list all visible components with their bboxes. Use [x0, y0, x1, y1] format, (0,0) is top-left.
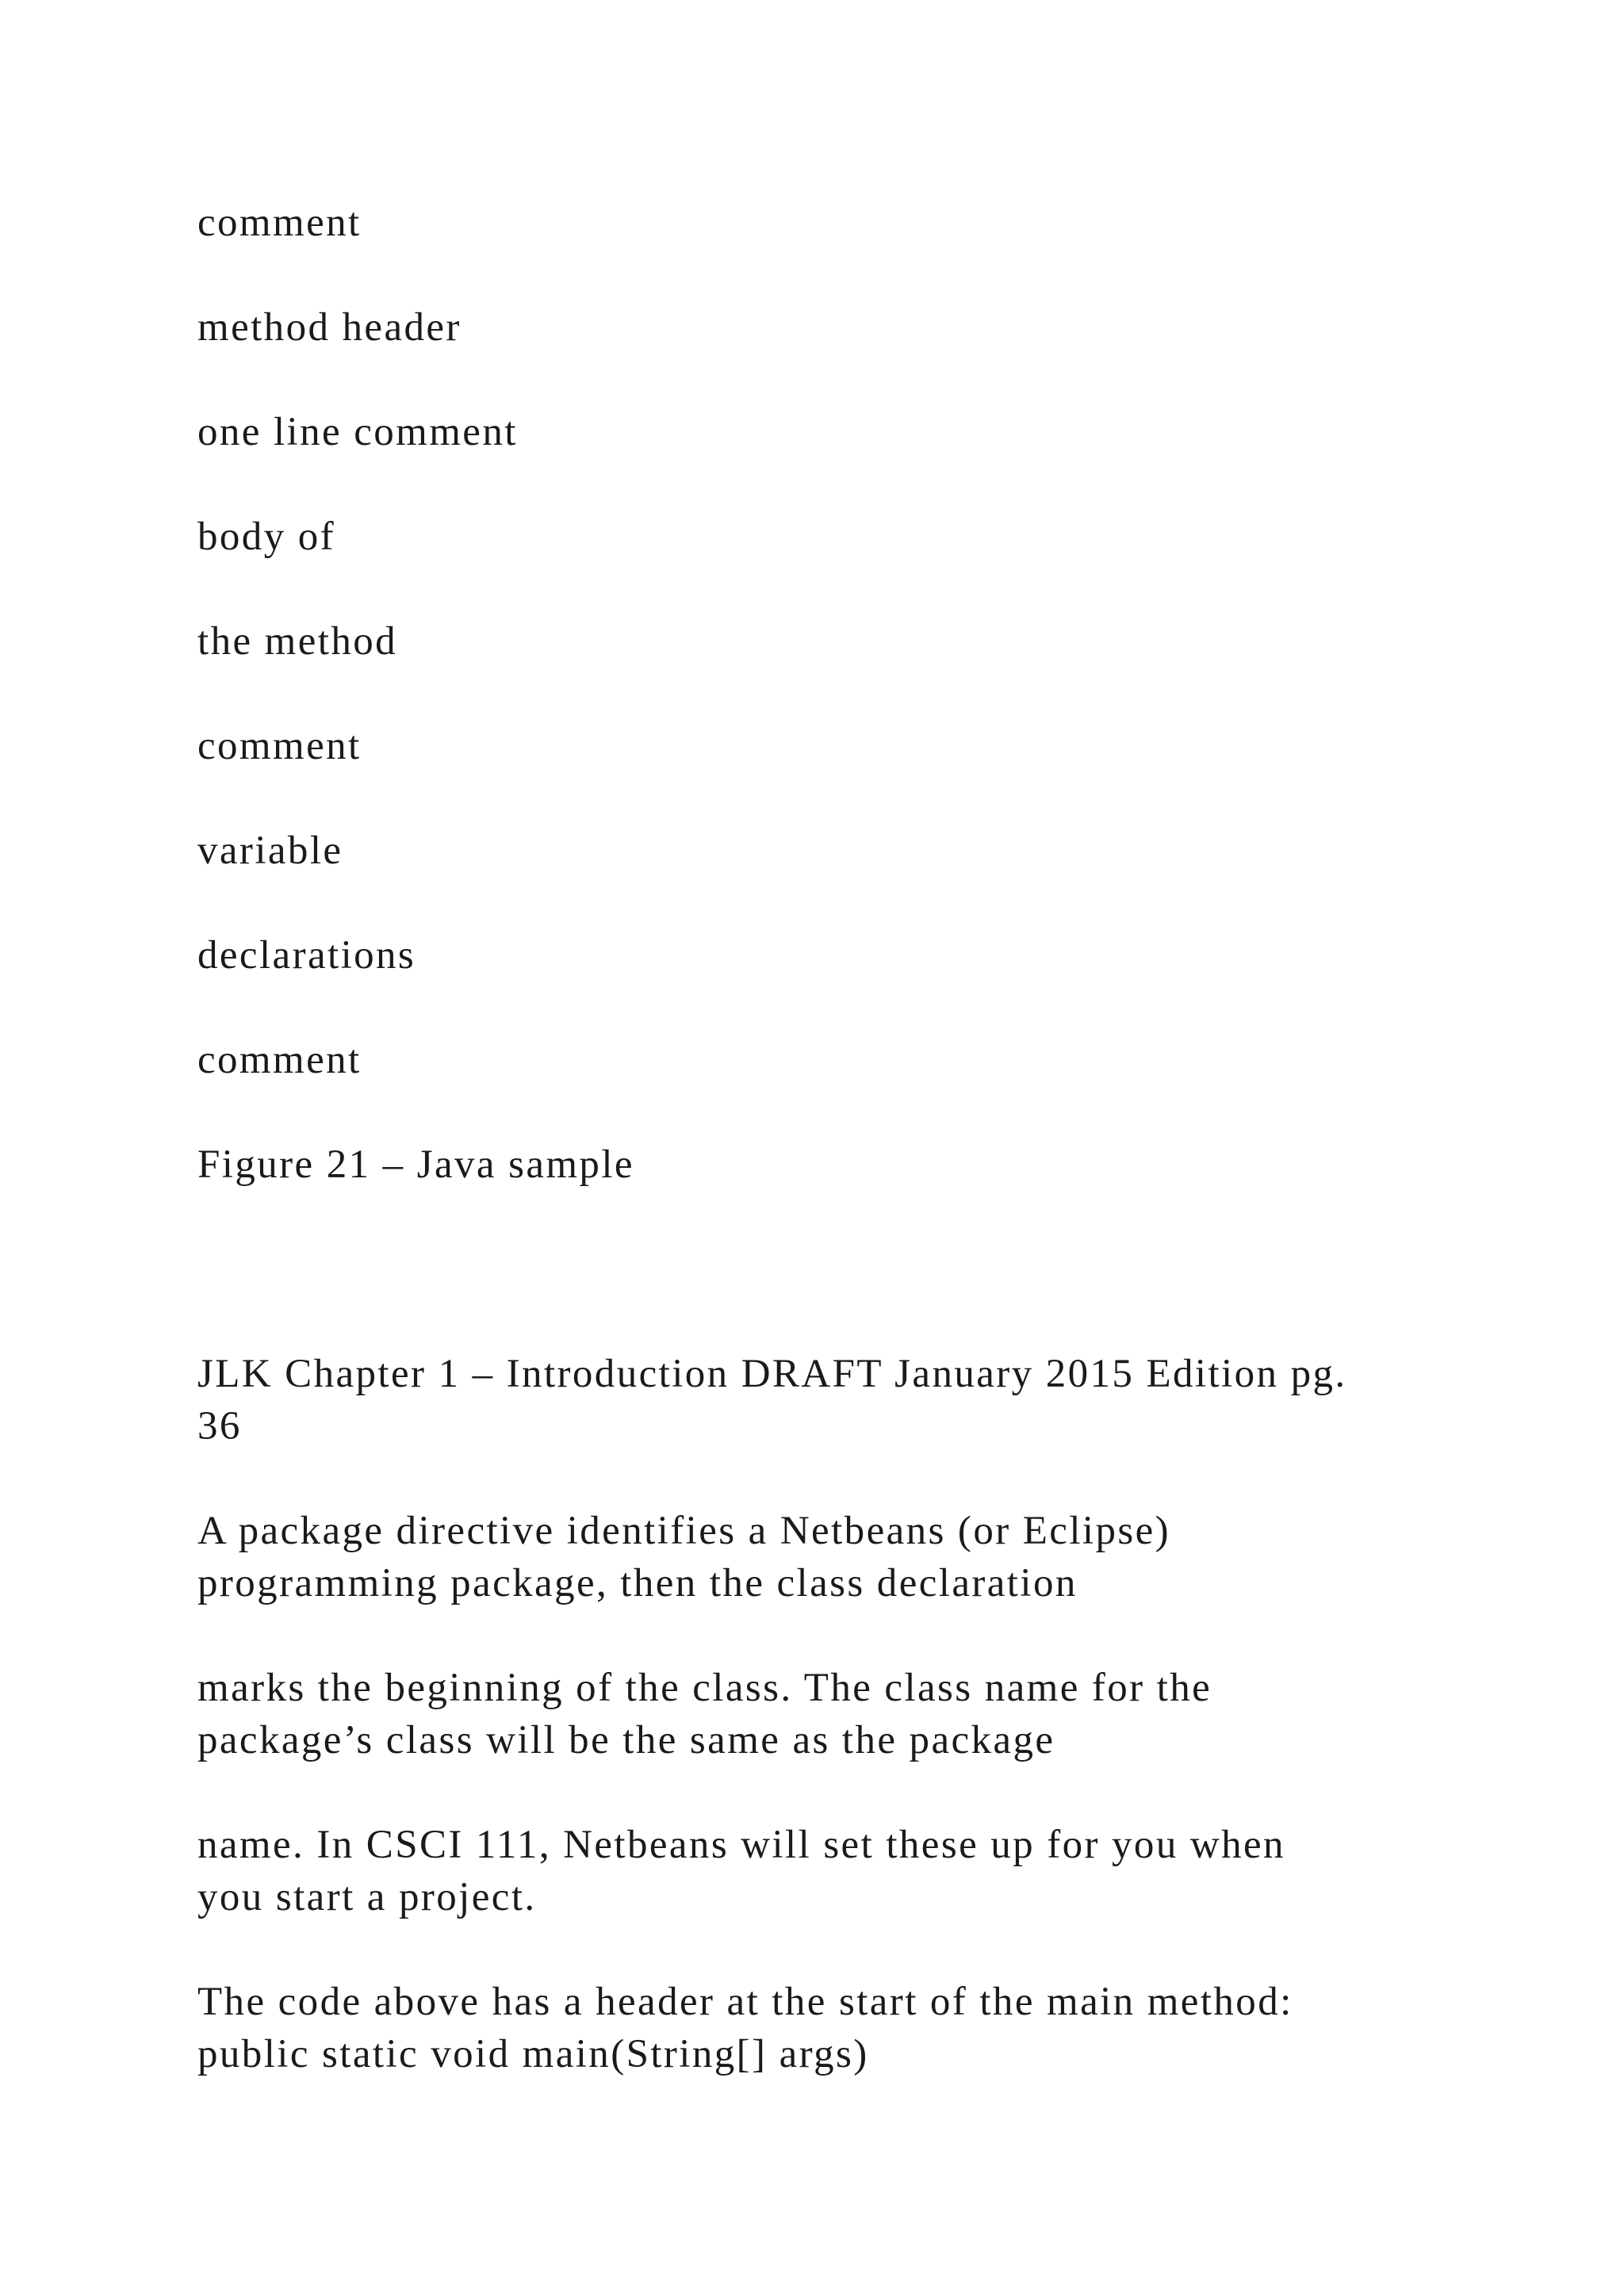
paragraph-line: you start a project.: [197, 1875, 537, 1919]
footer-line: JLK Chapter 1 – Introduction DRAFT January 2015 Edition pg.: [197, 1352, 1347, 1396]
paragraph-line: programming package, then the class declaration: [197, 1561, 1078, 1605]
paragraph: [197, 1819, 1466, 1923]
paragraph-line: public static void main(String[] args): [197, 2032, 869, 2076]
label-one-line-comment: one line comment: [197, 410, 518, 454]
paragraph-line: The code above has a header at the start of the main method:: [197, 1980, 1293, 2024]
paragraph-line: marks the beginning of the class. The class name for the: [197, 1666, 1212, 1710]
label-declarations: declarations: [197, 933, 416, 978]
label-the-method: the method: [197, 619, 398, 664]
label-variable: variable: [197, 828, 343, 873]
label-comment: comment: [197, 724, 362, 768]
paragraph: [197, 1976, 1466, 2080]
label-body-of: body of: [197, 515, 336, 559]
footer-page-number: 36: [197, 1404, 242, 1448]
paragraph: [197, 1505, 1466, 1609]
paragraph-line: package’s class will be the same as the package: [197, 1718, 1055, 1762]
page-footer: [197, 1348, 1466, 1452]
paragraph: [197, 1662, 1466, 1766]
paragraph-line: name. In CSCI 111, Netbeans will set these up for you when: [197, 1823, 1285, 1867]
paragraph-line: A package directive identifies a Netbeans (or Eclipse): [197, 1509, 1171, 1553]
label-comment: comment: [197, 1038, 362, 1082]
label-comment: comment: [197, 201, 362, 245]
figure-caption: Figure 21 – Java sample: [197, 1142, 634, 1187]
label-method-header: method header: [197, 305, 462, 350]
